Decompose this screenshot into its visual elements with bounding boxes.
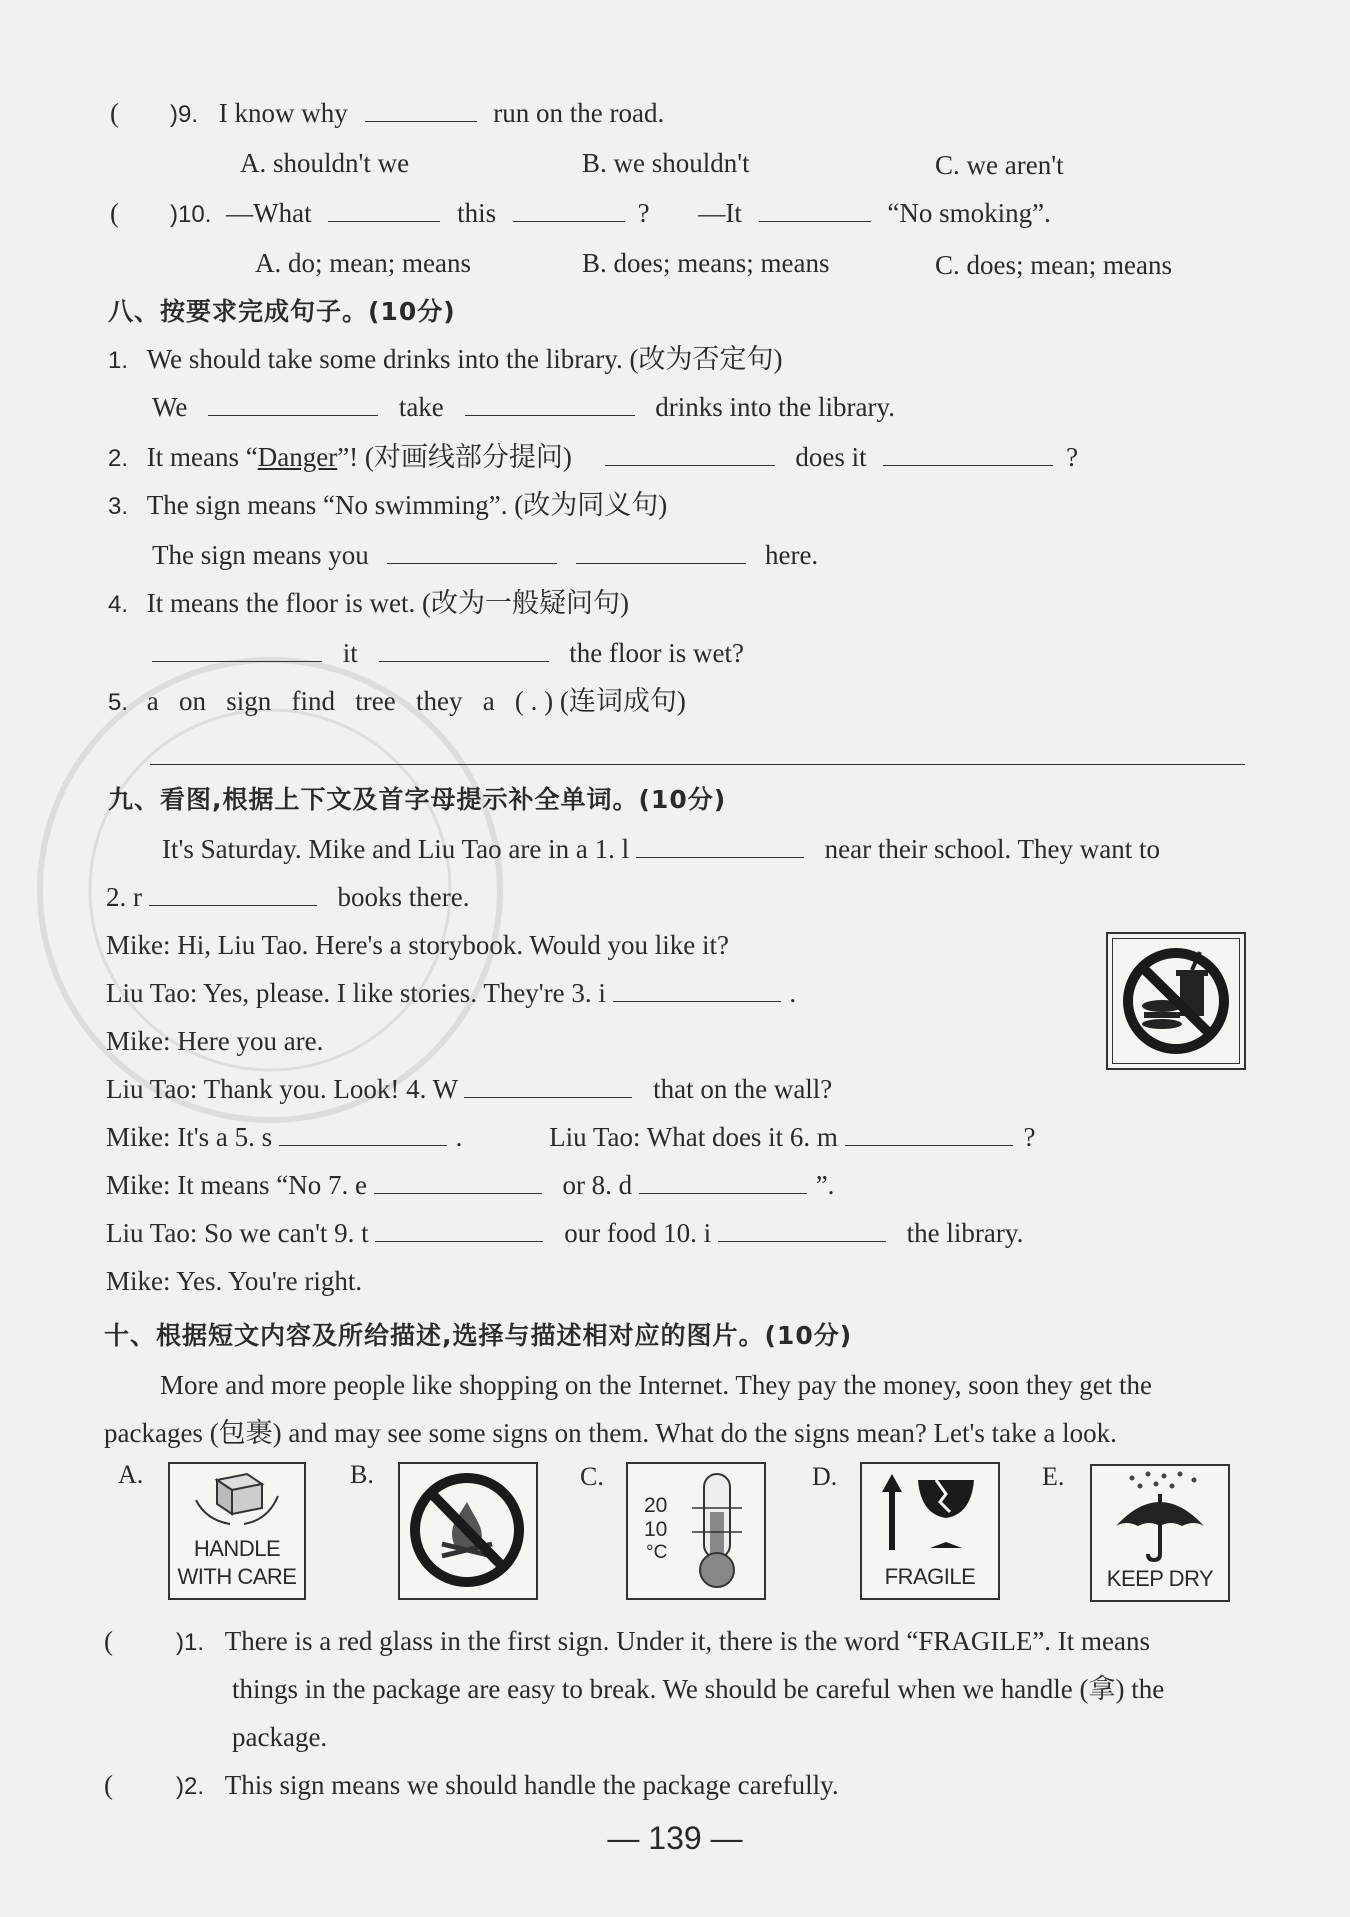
sign-c-temperature: [626, 1462, 766, 1600]
section-9-title: 九、看图,根据上下文及首字母提示补全单词。(10分): [108, 785, 727, 814]
sign-b-no-fire: [398, 1462, 538, 1600]
answer-blank[interactable]: [379, 637, 549, 662]
answer-blank[interactable]: [639, 1169, 807, 1194]
answer-blank[interactable]: [465, 391, 635, 416]
sign-letter-a: A.: [118, 1460, 144, 1489]
q9-option-b: B. we shouldn't: [582, 148, 750, 178]
sec9-intro-2: 2. r books there.: [106, 882, 470, 912]
sign-letter-c: C.: [580, 1462, 604, 1491]
sec8-item-2: 2. It means “Danger”! (对画线部分提问) does it ?: [108, 442, 1079, 472]
answer-blank[interactable]: [279, 1121, 447, 1146]
sign-d-text: FRAGILE: [884, 1564, 976, 1589]
answer-blank[interactable]: [883, 441, 1053, 466]
sec9-dialog-7: Liu Tao: So we can't 9. t our food 10. i the library.: [106, 1218, 1024, 1248]
answer-blank[interactable]: [636, 833, 804, 858]
answer-blank[interactable]: [149, 881, 317, 906]
no-food-drink-sign: [1106, 932, 1246, 1070]
sec8-item-3: 3. The sign means “No swimming”. (改为同义句): [108, 490, 668, 520]
answer-blank[interactable]: [374, 1169, 542, 1194]
sec9-dialog-6: Mike: It means “No 7. e or 8. d ”.: [106, 1170, 835, 1200]
answer-blank[interactable]: [718, 1217, 886, 1242]
answer-blank[interactable]: [208, 391, 378, 416]
thermometer-label-10: 10: [644, 1518, 668, 1541]
sec8-item-4-answer: it the floor is wet?: [152, 636, 744, 670]
sec9-dialog-5: Mike: It's a 5. s . Liu Tao: What does it 6. m ?: [106, 1122, 1036, 1152]
sec10-paragraph-2: packages (包裹) and may see some signs on them. What do the signs mean? Let's take a look.: [104, 1418, 1117, 1448]
answer-blank[interactable]: [576, 539, 746, 564]
section-10-title: 十、根据短文内容及所给描述,选择与描述相对应的图片。(10分): [104, 1321, 853, 1350]
box-hands-icon: [192, 1470, 282, 1530]
sec8-item-1: 1. We should take some drinks into the library. (改为否定句): [108, 344, 783, 374]
section-8-title: 八、按要求完成句子。(10分): [108, 297, 456, 326]
umbrella-icon: [1110, 1470, 1210, 1562]
page-number: — 139 —: [607, 1820, 743, 1856]
sec8-item-5: 5. a on sign find tree they a ( . ) (连词成句): [108, 686, 686, 716]
sign-e-keep-dry: [1090, 1464, 1230, 1602]
sec10-q1-line-3: package.: [232, 1722, 328, 1752]
answer-blank[interactable]: [375, 1217, 543, 1242]
sign-a-text-2: WITH CARE: [177, 1564, 297, 1589]
q10-stem: ( )10. —What this ? —It “No smoking”.: [110, 198, 1051, 228]
sec9-dialog-3: Mike: Here you are.: [106, 1026, 324, 1056]
sec10-q1-line-2: things in the package are easy to break. We should be careful when we handle (拿) the: [232, 1674, 1165, 1704]
sec10-q2: ( )2. This sign means we should handle the package carefully.: [104, 1770, 839, 1800]
sign-a-text-1: HANDLE: [193, 1536, 281, 1561]
sec9-dialog-1: Mike: Hi, Liu Tao. Here's a storybook. Would you like it?: [106, 930, 729, 960]
q9-stem: ( )9. I know why run on the road.: [110, 98, 665, 128]
thermometer-label-20: 20: [644, 1494, 668, 1517]
answer-blank[interactable]: [365, 97, 477, 122]
answer-line[interactable]: [150, 764, 1245, 765]
answer-blank[interactable]: [328, 197, 440, 222]
sec9-dialog-8: Mike: Yes. You're right.: [106, 1266, 363, 1296]
sign-letter-e: E.: [1042, 1462, 1065, 1491]
thermometer-unit: °C: [646, 1542, 668, 1563]
q10-option-a: A. do; mean; means: [255, 248, 471, 278]
sec8-item-4: 4. It means the floor is wet. (改为一般疑问句): [108, 588, 629, 618]
thermometer-icon: [692, 1472, 742, 1590]
no-food-drink-icon: [1118, 944, 1234, 1058]
sec9-dialog-2: Liu Tao: Yes, please. I like stories. They're 3. i .: [106, 978, 797, 1008]
sec10-paragraph-1: More and more people like shopping on the Internet. They pay the money, soon they get the: [160, 1370, 1152, 1400]
q10-option-b: B. does; means; means: [582, 248, 830, 278]
answer-blank[interactable]: [152, 637, 322, 662]
answer-blank[interactable]: [387, 539, 557, 564]
answer-blank[interactable]: [759, 197, 871, 222]
sec9-intro-1: It's Saturday. Mike and Liu Tao are in a 1. l near their school. They want to: [162, 834, 1161, 864]
answer-blank[interactable]: [513, 197, 625, 222]
answer-blank[interactable]: [464, 1073, 632, 1098]
sign-letter-d: D.: [812, 1462, 838, 1491]
answer-blank[interactable]: [613, 977, 781, 1002]
q9-option-c: C. we aren't: [935, 150, 1064, 180]
q9-option-a: A. shouldn't we: [240, 148, 410, 178]
sign-a-handle-with-care: [168, 1462, 306, 1600]
sign-d-fragile: [860, 1462, 1000, 1600]
answer-blank[interactable]: [845, 1121, 1013, 1146]
sec8-item-3-answer: The sign means you here.: [152, 540, 819, 570]
sign-e-text: KEEP DRY: [1106, 1566, 1214, 1591]
no-fire-icon: [406, 1470, 528, 1590]
answer-blank[interactable]: [605, 441, 775, 466]
q10-option-c: C. does; mean; means: [935, 250, 1172, 280]
sec8-item-1-answer: We take drinks into the library.: [152, 392, 896, 422]
sec10-q1: ( )1. There is a red glass in the first sign. Under it, there is the word “FRAGILE”. It means: [104, 1626, 1151, 1656]
sec9-dialog-4: Liu Tao: Thank you. Look! 4. W that on the wall?: [106, 1074, 833, 1104]
broken-glass-icon: [876, 1470, 986, 1554]
sign-letter-b: B.: [350, 1460, 374, 1489]
